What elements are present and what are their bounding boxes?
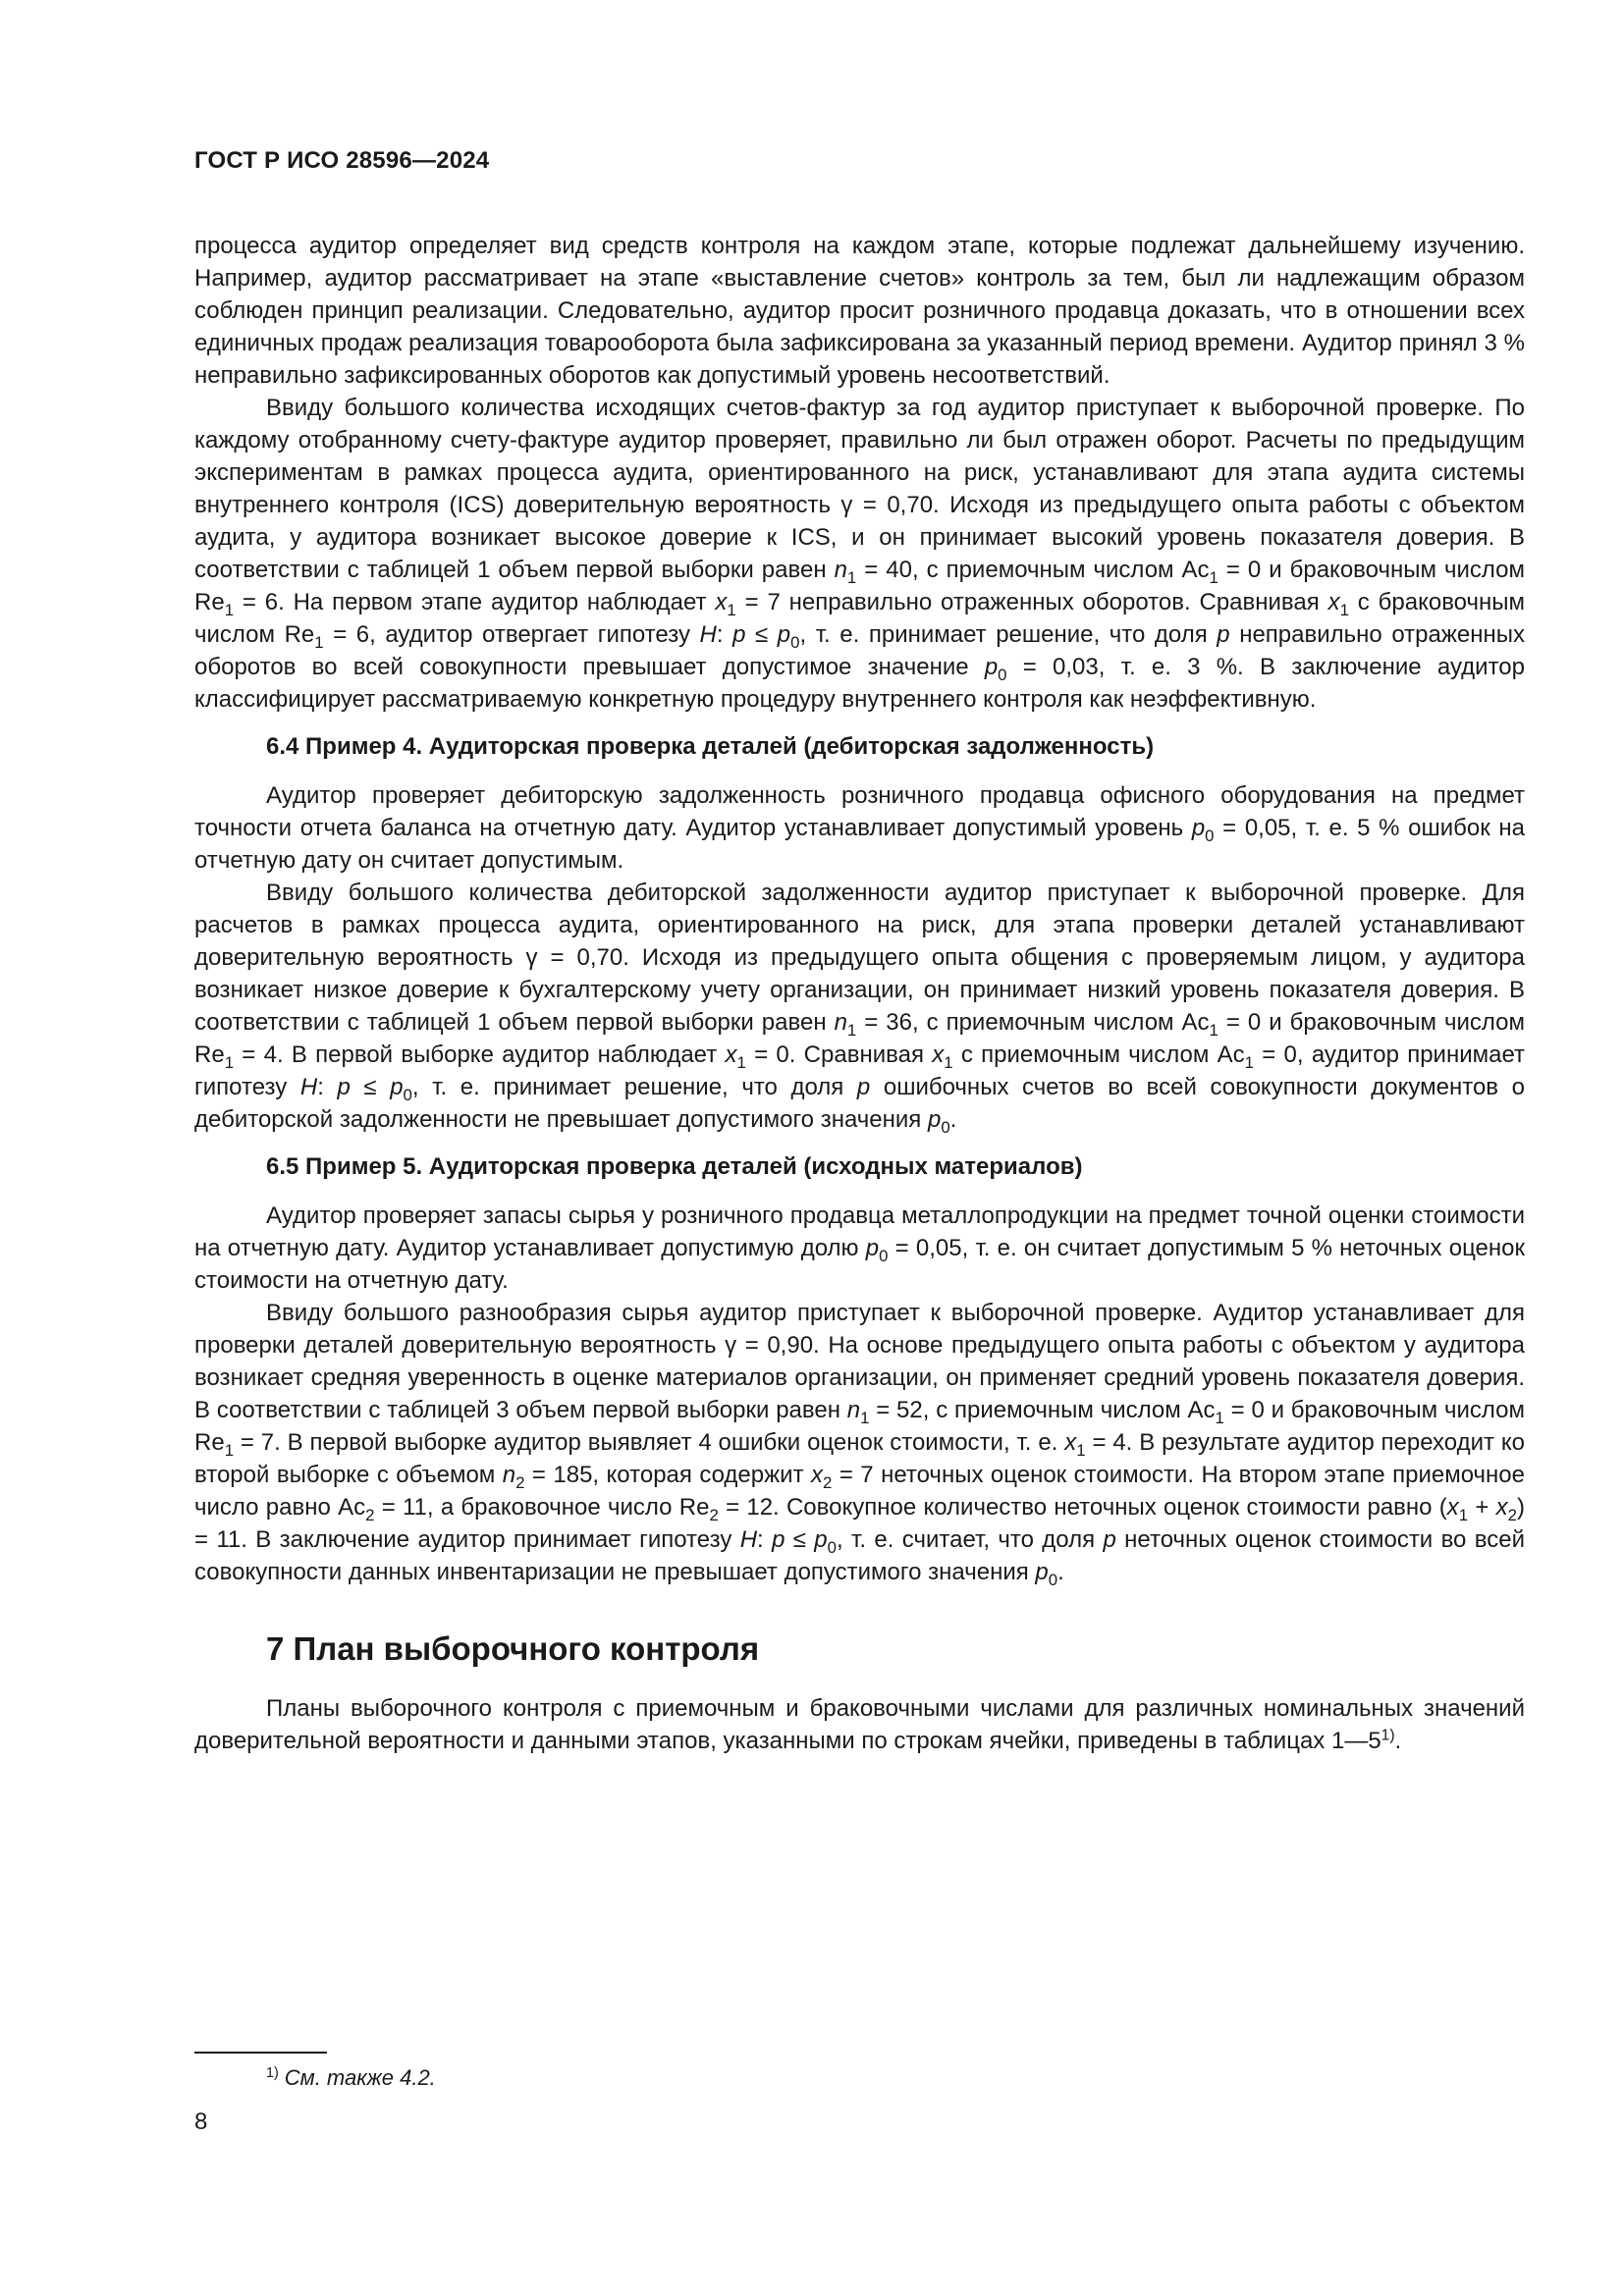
section-6-5-paragraph-2: Ввиду большого разнообразия сырья аудитор приступает к выборочной проверке. Аудитор устанавливает для проверки деталей доверительную вероятность γ = 0,90. На основе предыдущего опыта работы с объектом у аудитора возникает средняя уверенность в оценке материалов организации, он применяет средний уровень показателя доверия. В соответствии с таблицей 3 объем первой выборки равен $n_1 = 52$, с приемочным числом $Ac_1 = 0$ и браковочным числом $Re_1 = 7$. В первой выборке аудитор выявляет 4 ошибки оценок стоимости, т. е. $x_1 = 4$. В результате аудитор переходит ко второй выборке с объемом $n_2 = 185$, которая содержит $x_2 = 7$ неточных оценок стоимости. На втором этапе приемочное число равно $Ac_2 = 11$, а браковочное число $Re_2 = 12$. Совокупное количество неточных оценок стоимости равно $(x_1 + x_2) = 11$. В заключение аудитор принимает гипотезу H: $p \le p_0$, т. е. считает, что доля p неточных оценок стоимости во всей совокупности данных инвентаризации не превышает допустимого значения $p_0$. xyxy=(194,1300,1525,1589)
section-6-4-paragraph-1: Аудитор проверяет дебиторскую задолженность розничного продавца офисного оборудования на предмет точности отчета баланса на отчетную дату. Аудитор устанавливает допустимый уровень $p_0 = 0,05$, т. е. 5 % ошибок на отчетную дату он считает допустимым. xyxy=(194,782,1525,874)
document-header: ГОСТ Р ИСО 28596—2024 xyxy=(194,147,490,174)
intro-paragraph-1: процесса аудитор определяет вид средств контроля на каждом этапе, которые подлежат дальнейшему изучению. Например, аудитор рассматривает на этапе «выставление счетов» контроль за тем, был ли надлежащим образом соблюден принцип реализации. Следовательно, аудитор просит розничного продавца доказать, что в отношении всех единичных продаж реализация товарооборота была зафиксирована за указанный период времени. Аудитор принял 3 % неправильно зафиксированных оборотов как допустимый уровень несоответствий. xyxy=(194,233,1525,389)
intro-paragraph-2: Ввиду большого количества исходящих счетов-фактур за год аудитор приступает к выборочной проверке. По каждому отобранному счету-фактуре аудитор проверяет, правильно ли был отражен оборот. Расчеты по предыдущим экспериментам в рамках процесса аудита, ориентированного на риск, устанавливают для этапа аудита системы внутреннего контроля (ICS) доверительную вероятность γ = 0,70. Исходя из предыдущего опыта работы с объектом аудита, у аудитора возникает высокое доверие к ICS, и он принимает высокий уровень показателя доверия. В соответствии с таблицей 1 объем первой выборки равен $n_1 = 40$, с приемочным числом $Ac_1 = 0$ и браковочным числом $Re_1 = 6$. На первом этапе аудитор наблюдает $x_1 = 7$ неправильно отраженных оборотов. Сравнивая $x_1$ с браковочным числом $Re_1 = 6$, аудитор отвергает гипотезу H: $p \le p_0$, т. е. принимает решение, что доля p неправильно отраженных оборотов во всей совокупности превышает допустимое значение $p_0 = 0,03$, т. е. 3 %. В заключение аудитор классифицирует рассматриваемую конкретную процедуру внутреннего контроля как неэффективную. xyxy=(194,395,1526,713)
page-number: 8 xyxy=(194,2109,208,2135)
section-6-5-paragraph-1: Аудитор проверяет запасы сырья у розничного продавца металлопродукции на предмет точной оценки стоимости на отчетную дату. Аудитор устанавливает допустимую долю $p_0 = 0,05$, т. е. он считает допустимым 5 % неточных оценок стоимости на отчетную дату. xyxy=(194,1202,1526,1294)
section-6-4-paragraph-2: Ввиду большого количества дебиторской задолженности аудитор приступает к выборочной проверке. Для расчетов в рамках процесса аудита, ориентированного на риск, для этапа проверки деталей устанавливают доверительную вероятность γ = 0,70. Исходя из предыдущего опыта общения с проверяемым лицом, у аудитора возникает низкое доверие к бухгалтерскому учету организации, он принимает низкий уровень показателя доверия. В соответствии с таблицей 1 объем первой выборки равен $n_1 = 36$, с приемочным числом $Ac_1 = 0$ и браковочным числом $Re_1 = 4$. В первой выборке аудитор наблюдает $x_1 = 0$. Сравнивая $x_1$ с приемочным числом $Ac_1 = 0$, аудитор принимает гипотезу H: $p \le p_0$, т. е. принимает решение, что доля p ошибочных счетов во всей совокупности документов о дебиторской задолженности не превышает допустимого значения $p_0$. xyxy=(194,880,1526,1137)
footnote-marker: 1) xyxy=(266,2065,279,2082)
page-body xyxy=(194,147,1525,1757)
footnote-separator xyxy=(194,2052,327,2054)
section-7-title: 7 План выборочного контроля xyxy=(266,1630,760,1667)
section-6-4-title: 6.4 Пример 4. Аудиторская проверка деталей (дебиторская задолженность) xyxy=(266,733,1155,760)
footnote-text: См. также 4.2. xyxy=(284,2065,436,2090)
section-7-paragraph: Планы выборочного контроля с приемочным и браковочными числами для различных номинальных значений доверительной вероятности и данными этапов, указанными по строкам ячейки, приведены в таблицах 1—5$^{1)}$. xyxy=(194,1695,1525,1754)
footnote xyxy=(266,2065,436,2091)
section-6-5-title: 6.5 Пример 5. Аудиторская проверка деталей (исходных материалов) xyxy=(266,1153,1083,1180)
